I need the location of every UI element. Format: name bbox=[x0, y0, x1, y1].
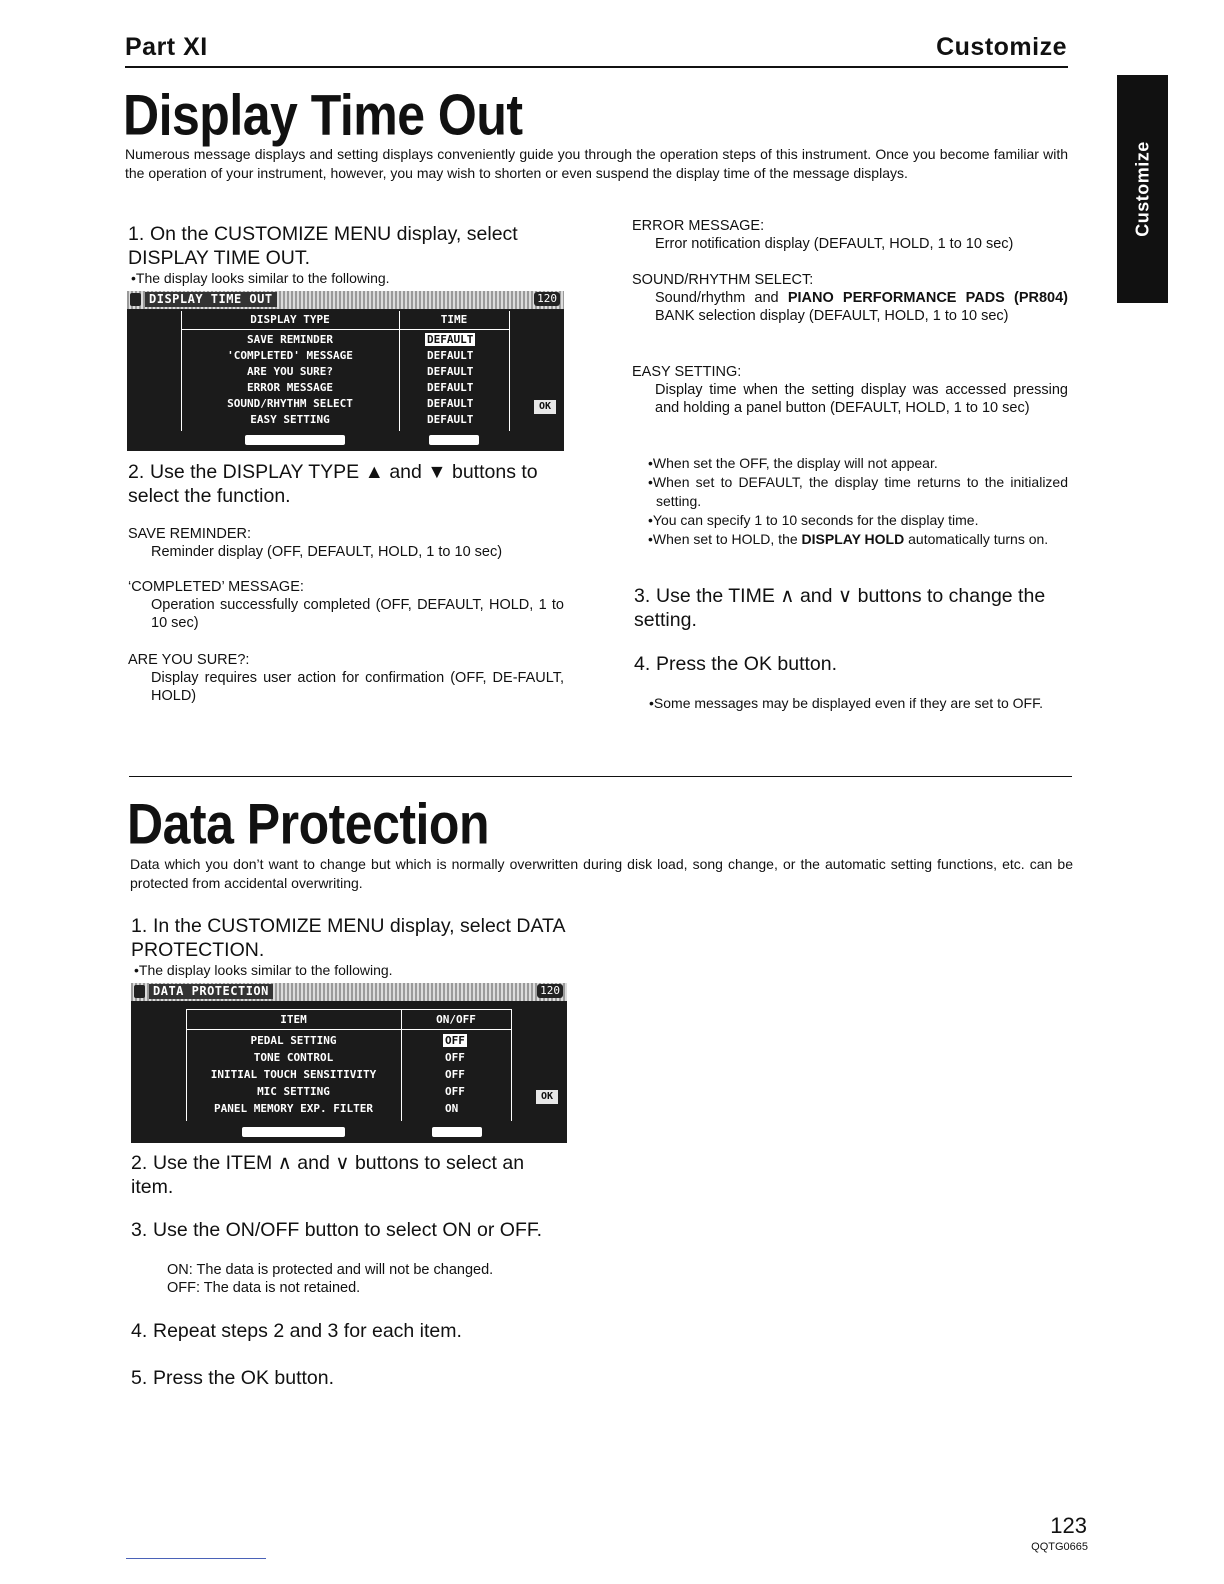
dp-step-3 bbox=[131, 1218, 581, 1242]
dp-step-1-note: • The display looks similar to the following. bbox=[134, 961, 393, 980]
table-top-rule bbox=[186, 1009, 511, 1010]
item-are-you-sure bbox=[128, 651, 564, 705]
section-label: Customize bbox=[936, 33, 1067, 61]
step-text: Use the DISPLAY TYPE ▲ and ▼ buttons to select the function. bbox=[128, 461, 538, 507]
page-number: 123 bbox=[1050, 1513, 1087, 1538]
item-completed-message bbox=[128, 578, 564, 632]
item-desc: Error notification display (DEFAULT, HOLD, 1 to 10 sec) bbox=[655, 236, 1014, 252]
lcd-row-name: SAVE REMINDER bbox=[246, 333, 334, 346]
lcd-row-value: OFF bbox=[445, 1085, 465, 1098]
step-number: 4. bbox=[634, 653, 651, 675]
lcd-row-value bbox=[425, 332, 475, 348]
dto-step-1 bbox=[128, 222, 564, 270]
screen-icon bbox=[134, 985, 145, 998]
lcd-row-name: ERROR MESSAGE bbox=[246, 381, 334, 394]
screen-title: DISPLAY TIME OUT bbox=[145, 292, 277, 307]
item-term: ARE YOU SURE?: bbox=[128, 652, 250, 668]
col-header-item: ITEM bbox=[280, 1013, 307, 1026]
header-rule bbox=[125, 66, 1068, 68]
step-number: 4. bbox=[131, 1320, 148, 1342]
display-time-out-intro: Numerous message displays and setting displays conveniently guide you through the operation steps of this instrument. Once you become familiar with the operation of your instrument, however, you may wish to shorten or even suspend the display time of the message displays. bbox=[125, 146, 1068, 181]
table-header-rule bbox=[186, 1029, 511, 1030]
step-text: In the CUSTOMIZE MENU display, select DATA PROTECTION. bbox=[131, 915, 565, 961]
table-border-right bbox=[511, 1009, 512, 1121]
lcd-row-value: DEFAULT bbox=[427, 397, 474, 410]
screen-title: DATA PROTECTION bbox=[149, 984, 273, 999]
selected-value: OFF bbox=[445, 1034, 465, 1047]
step-text: Press the OK button. bbox=[656, 653, 838, 675]
data-protection-screen bbox=[131, 983, 567, 1143]
lcd-row-name: SOUND/RHYTHM SELECT bbox=[227, 397, 353, 410]
step-text: Use the ITEM ∧ and ∨ buttons to select an item. bbox=[131, 1152, 525, 1198]
item-desc: Operation successfully completed (OFF, DEFAULT, HOLD, 1 to 10 sec) bbox=[151, 597, 564, 631]
step-number: 5. bbox=[131, 1367, 148, 1389]
dp-step-1 bbox=[131, 914, 567, 962]
page-title-display-time-out: Display Time Out bbox=[123, 82, 523, 147]
dto-step-4-note: • Some messages may be displayed even if they are set to OFF. bbox=[649, 694, 1078, 713]
section-rule bbox=[129, 776, 1072, 777]
note-bold: DISPLAY HOLD bbox=[801, 531, 905, 547]
item-sound-rhythm-select bbox=[632, 271, 1068, 325]
step-number: 1. bbox=[128, 223, 145, 245]
side-tab-label: Customize bbox=[1132, 141, 1152, 237]
off-desc: OFF: The data is not retained. bbox=[167, 1280, 361, 1296]
on-off-descriptions bbox=[167, 1261, 587, 1297]
lcd-row-value: DEFAULT bbox=[427, 349, 474, 362]
dto-step-1-note: • The display looks similar to the following. bbox=[131, 269, 390, 288]
item-term: SOUND/RHYTHM SELECT: bbox=[632, 272, 814, 288]
ok-button[interactable]: OK bbox=[534, 400, 556, 414]
dto-step-3 bbox=[634, 584, 1070, 632]
on-desc: ON: The data is protected and will not be changed. bbox=[167, 1262, 494, 1278]
document-code: QQTG0665 bbox=[1031, 1541, 1088, 1553]
dto-step-4 bbox=[634, 652, 1070, 676]
ok-button[interactable]: OK bbox=[536, 1090, 558, 1104]
item-term: ERROR MESSAGE: bbox=[632, 218, 765, 234]
item-error-message bbox=[632, 217, 1068, 253]
lcd-row-name: TONE CONTROL bbox=[253, 1051, 334, 1064]
note-part: automatically turns on. bbox=[908, 531, 1049, 547]
item-term: SAVE REMINDER: bbox=[128, 526, 252, 542]
lcd-row-value: DEFAULT bbox=[427, 381, 474, 394]
display-time-out-screen bbox=[127, 291, 564, 451]
note-item bbox=[648, 530, 1068, 549]
lcd-row-value: DEFAULT bbox=[427, 413, 474, 426]
dp-step-2 bbox=[131, 1151, 567, 1199]
item-desc: Reminder display (OFF, DEFAULT, HOLD, 1 to 10 sec) bbox=[151, 544, 503, 560]
lcd-row-value: ON bbox=[445, 1102, 459, 1115]
lcd-row-name: ARE YOU SURE? bbox=[246, 365, 334, 378]
screen-badge: 120 bbox=[534, 292, 560, 306]
item-easy-setting bbox=[632, 363, 1068, 417]
note-item: • When set the OFF, the display will not appear. bbox=[648, 454, 1068, 473]
lcd-row-value bbox=[443, 1033, 467, 1049]
col-header-display-type: DISPLAY TYPE bbox=[250, 313, 330, 326]
desc-part: Sound/rhythm and bbox=[655, 290, 779, 306]
lcd-row-name: PANEL MEMORY EXP. FILTER bbox=[214, 1102, 373, 1115]
dto-step-2 bbox=[128, 460, 564, 508]
col-header-time: TIME bbox=[440, 313, 468, 326]
note-part: When set to HOLD, the bbox=[652, 531, 798, 547]
display-type-slider bbox=[245, 435, 345, 445]
side-tab bbox=[1117, 75, 1168, 303]
data-protection-intro: Data which you don’t want to change but which is normally overwritten during disk load, song change, or the automatic setting functions, etc. can be protected from accidental overwriting. bbox=[130, 856, 1073, 891]
on-off-slider bbox=[432, 1127, 482, 1137]
item-desc bbox=[632, 289, 1068, 325]
lcd-row-name: 'COMPLETED' MESSAGE bbox=[227, 349, 353, 362]
footer-rule bbox=[126, 1558, 266, 1559]
part-label: Part XI bbox=[125, 33, 208, 61]
item-desc: Display requires user action for confirmation (OFF, DE-FAULT, HOLD) bbox=[151, 670, 564, 704]
step-text: On the CUSTOMIZE MENU display, select DISPLAY TIME OUT. bbox=[128, 223, 518, 269]
screen-badge: 120 bbox=[537, 984, 563, 998]
desc-part: BANK selection display (DEFAULT, HOLD, 1 to 10 sec) bbox=[655, 308, 1009, 324]
item-slider bbox=[242, 1127, 345, 1137]
dp-step-5 bbox=[131, 1366, 567, 1390]
screen-title-bar bbox=[131, 983, 567, 1001]
step-number: 1. bbox=[131, 915, 148, 937]
note-item: • You can specify 1 to 10 seconds for the display time. bbox=[648, 511, 1068, 530]
step-number: 3. bbox=[131, 1219, 148, 1241]
step-number: 2. bbox=[128, 461, 145, 483]
lcd-row-name: EASY SETTING bbox=[250, 413, 330, 426]
desc-bold: PIANO PERFORMANCE PADS (PR804) bbox=[787, 290, 1069, 306]
time-slider bbox=[429, 435, 479, 445]
lcd-row-value: OFF bbox=[445, 1051, 465, 1064]
screen-icon bbox=[130, 293, 141, 306]
step-text: Use the TIME ∧ and ∨ buttons to change the setting. bbox=[634, 585, 1046, 631]
notes-list bbox=[648, 454, 1068, 549]
table-header-rule bbox=[181, 329, 509, 330]
step-number: 3. bbox=[634, 585, 651, 607]
lcd-row-value: OFF bbox=[445, 1068, 465, 1081]
item-save-reminder bbox=[128, 525, 564, 561]
step-text: Use the ON/OFF button to select ON or OFF. bbox=[153, 1219, 543, 1241]
item-term: EASY SETTING: bbox=[632, 364, 742, 380]
lcd-row-name: PEDAL SETTING bbox=[250, 1034, 337, 1047]
step-text: Repeat steps 2 and 3 for each item. bbox=[153, 1320, 462, 1342]
item-desc: Display time when the setting display was accessed pressing and holding a panel button (DEFAULT, HOLD, 1 to 10 sec) bbox=[655, 382, 1068, 416]
table-border-right bbox=[509, 311, 510, 431]
selected-value: DEFAULT bbox=[427, 333, 474, 346]
screen-title-bar bbox=[127, 291, 564, 309]
lcd-row-name: MIC SETTING bbox=[257, 1085, 330, 1098]
dp-step-4 bbox=[131, 1319, 567, 1343]
lcd-row-name: INITIAL TOUCH SENSITIVITY bbox=[210, 1068, 377, 1081]
item-term: ‘COMPLETED’ MESSAGE: bbox=[128, 579, 304, 595]
page-title-data-protection: Data Protection bbox=[127, 791, 490, 856]
step-number: 2. bbox=[131, 1152, 148, 1174]
note-item: • When set to DEFAULT, the display time returns to the initialized setting. bbox=[648, 473, 1068, 511]
lcd-row-value: DEFAULT bbox=[427, 365, 474, 378]
col-header-on-off: ON/OFF bbox=[436, 1013, 476, 1026]
step-text: Press the OK button. bbox=[153, 1367, 335, 1389]
